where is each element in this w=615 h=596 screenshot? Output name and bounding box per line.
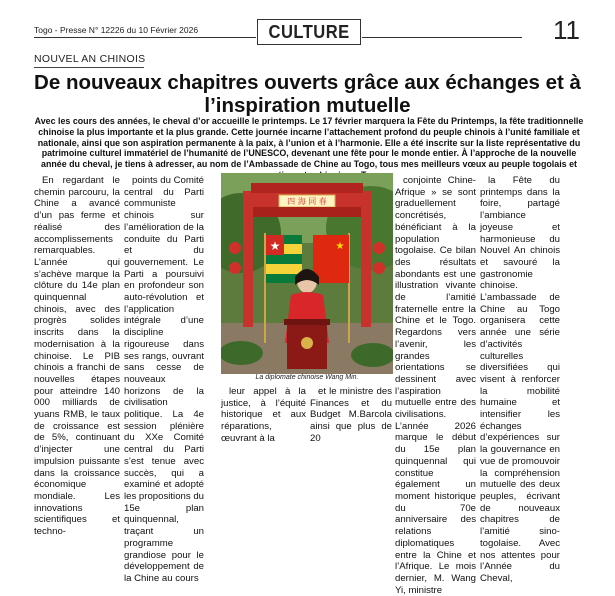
column-text: et le ministre des Finances et du Budget M.Barcola ainsi que plus de 20 [310,386,392,444]
kicker-underline [34,67,144,68]
section-name: CULTURE [268,21,350,42]
page-number: 11 [553,15,580,45]
section-label-box [257,19,361,45]
banner-text: 四 海 同 春 [287,197,327,206]
article-photo [221,173,393,374]
ambassador-photo-image [221,173,393,374]
issue-line: Togo - Presse N° 12226 du 10 Février 2026 [34,25,199,35]
header-rule-right [362,37,522,38]
body-column-4 [221,386,306,445]
photo-caption: La diplomate chinoise Wang Min. [255,374,359,381]
headline-line-2: l’inspiration mutuelle [204,94,411,117]
page-header [0,0,615,46]
svg-text:★: ★ [269,239,281,253]
header-rule-left [34,37,256,38]
body-column-7 [480,175,560,585]
article-lead: Avec les cours des années, le cheval d’or accueille le printemps. Le 17 février marquera la Fête du Printemps, la fête traditionnelle chinoise la plus importante et la plus grande. Cette journée incarne l’attachement profond du peuple chinois à l’unité familiale et nationale, ainsi que son aspiration permanente à la paix, à l’union et à l’harmonie. Elle a été inscrite sur la liste représentative du patrimoine culturel immatériel de l’humanité de l’UNESCO, devenant une fête pour le monde entier. À l’approche de la nouvelle année du cheval, je tiens à adresser, au nom de l’Ambassade de Chine au Togo, tous mes meilleurs vœux au peuple togolais et [34,116,584,170]
headline-line-1: De nouveaux chapitres ouverts grâce aux échanges et à [34,71,581,94]
article-kicker: NOUVEL AN CHINOIS [34,53,146,65]
column-text: conjointe Chine-Afrique » se sont graduellement concrétisés, bénéficiant à la population togolaise. Ce bilan des résultats abondants est une illustration vivante de l’amitié fraternelle entre la Chine et le Togo. Regardons vers l’avenir, les grandes orientations se dessinent avec l’aspiration mutuelle entre des civilisations. L’année 2026 marque le début du 15e plan quinquennal qui constitue également un moment historique du 70e anniversaire des relations diplomatiques entre la Chine et l’Afrique. Le mois dernier, M. Wang Yi, ministre [395,175,476,596]
column-text: la Fête du printemps dans la foire, partagé l’ambiance joyeuse et harmonieuse du Nouvel An chinois et savouré la gastronomie chinoise. L’ambassade de Chine au Togo organisera cette année une série d’activités culturelles diversifiées qui visent à renforcer la mobilité humaine et intensifier les échanges d’expériences sur la gouvernance en vue de promouvoir la compréhension mutuelle des deux peuples, écrivant de nouveaux chapitres de l’amitié sino-togolaise. Avec nos attentes pour l’Année du Cheval, [480,175,560,584]
column-text: leur appel à la justice, à l’équité historique et aux réparations, œuvrant à la [221,386,306,444]
svg-text:★: ★ [335,241,345,252]
column-text: points du Comité central du Parti communiste chinois sur l’amélioration de la conduite du Parti et du gouvernement. Le Parti a poursuivi en profondeur son auto-révolution et l’application intégrale d’une discipline rigoureuse dans ses rangs, ouvrant sans cesse de nouveaux horizons de la civilisation politique. La 4e session plénière du XXe Comité central du Parti s’est tenue avec succès, qui a examiné et adopté les propositions du 15e plan quinquennal, traçant un programme grandiose pour le développement de la Chine au cours [124,175,204,584]
body-column-1 [34,175,120,538]
body-column-6 [395,175,476,596]
body-column-5 [310,386,392,445]
article-headline [20,71,595,117]
body-column-2 [124,175,204,585]
column-text: En regardant le chemin parcouru, la Chine a avancé d’un pas ferme et réalisé des accomplissements remarquables. L’année qui s’achève marque la clôture du 14e plan quinquennal chinois, avec des progrès solides inscrits dans la modernisation à la chinoise. Le PIB chinois a franchi de nouvelles étapes pour atteindre 140 000 milliards de yuans RMB, le taux de croissance est de 5%, continuant d’injecter une impulsion puissante dans la croissance économique mondiale. Les innovations scientifiques et techno- [34,175,120,538]
